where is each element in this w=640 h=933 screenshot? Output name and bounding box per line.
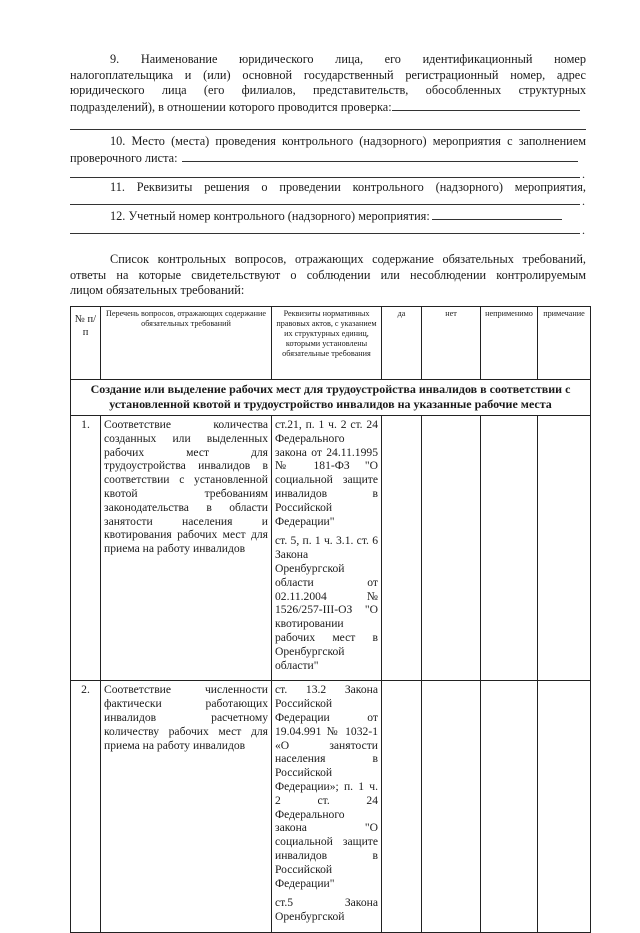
inspection-place-field[interactable] — [182, 150, 578, 162]
note-cell[interactable] — [538, 681, 591, 933]
table-row — [71, 681, 591, 933]
row-question: Соответствие численности фактически работающих инвалидов расчетному количеству рабочих мест для приема на работу инвалидов — [101, 681, 272, 933]
item-11-paragraph — [70, 180, 586, 196]
item-9-blank-line[interactable] — [70, 129, 586, 130]
item-10-line-text: проверочного листа: — [70, 150, 178, 165]
law-reference: ст. 13.2 Закона Российской Федерации от 19.04.991 № 1032-1 «О занятости населения в Российской Федерации»; п. 1 ч. 2 ст. 24 Федерального закона "О социальной защите инвалидов в Российской Федерации" — [275, 683, 378, 890]
control-number-field[interactable] — [432, 208, 562, 220]
header-note: примечание — [538, 307, 591, 380]
answer-no-cell[interactable] — [422, 681, 481, 933]
row-number: 1. — [71, 416, 101, 681]
header-yes: да — [382, 307, 422, 380]
item-11-line: 11. Реквизиты решения о проведении контрольного (надзорного) мероприятия, — [110, 180, 586, 194]
law-reference: ст. 5, п. 1 ч. 3.1. ст. 6 Закона Оренбургской области от 02.11.2004 № 1526/257-III-ОЗ "О квотировании рабочих мест в Оренбургской области" — [275, 534, 378, 672]
item-12-paragraph — [70, 208, 586, 225]
answer-no-cell[interactable] — [422, 416, 481, 681]
header-no: нет — [422, 307, 481, 380]
law-reference: ст.5 Закона Оренбургской — [275, 896, 378, 924]
item-10-period: . — [582, 167, 585, 181]
section-title: Создание или выделение рабочих мест для трудоустройства инвалидов в соответствии с установленной квотой и трудоустройство инвалидов на указанные рабочие места — [71, 380, 591, 416]
item-9-line — [70, 99, 586, 116]
header-not-applicable: неприменимо — [481, 307, 538, 380]
answer-yes-cell[interactable] — [382, 681, 422, 933]
item-9-line: 9. Наименование юридического лица, его идентификационный номер — [110, 52, 586, 66]
item-10-line: 10. Место (места) проведения контрольного (надзорного) мероприятия с заполнением — [110, 134, 586, 148]
item-12-period: . — [582, 223, 585, 237]
answer-not-applicable-cell[interactable] — [481, 681, 538, 933]
section-row — [71, 380, 591, 416]
header-law: Реквизиты нормативных правовых актов, с указанием их структурных единиц, которыми установлены обязательные требования — [272, 307, 382, 380]
intro-line: ответы на которые свидетельствуют о соблюдении или несоблюдении контролируемым — [70, 267, 586, 282]
item-12-line — [70, 208, 586, 225]
note-cell[interactable] — [538, 416, 591, 681]
intro-line: Список контрольных вопросов, отражающих содержание обязательных требований, — [110, 252, 586, 266]
item-12-blank-line[interactable] — [70, 233, 580, 234]
checklist-intro — [70, 252, 586, 299]
item-9-line: юридического лица (его филиалов, представительств, обособленных структурных — [70, 83, 586, 98]
answer-not-applicable-cell[interactable] — [481, 416, 538, 681]
item-9-line-text: подразделений), в отношении которого проводится проверка: — [70, 99, 392, 114]
item-9-paragraph — [70, 52, 586, 115]
checklist-table — [70, 306, 591, 933]
item-9-line: налогоплательщика и (или) основной государственный регистрационный номер, адрес — [70, 67, 586, 82]
row-question: Соответствие количества созданных или выделенных рабочих мест для трудоустройства инвалидов в соответствии с установленной квотой требованиям законодательства в области занятости населения и квотирования рабочих мест для приема на работу инвалидов — [101, 416, 272, 681]
item-12-line-text: 12. Учетный номер контрольного (надзорного) мероприятия: — [110, 209, 430, 223]
answer-yes-cell[interactable] — [382, 416, 422, 681]
table-row — [71, 416, 591, 681]
law-reference: ст.21, п. 1 ч. 2 ст. 24 Федерального закона от 24.11.1995 № 181-ФЗ "О социальной защите инвалидов в Российской Федерации" — [275, 418, 378, 528]
item-10-paragraph — [70, 134, 586, 166]
row-number: 2. — [71, 681, 101, 933]
row-law — [272, 681, 382, 933]
header-question: Перечень вопросов, отражающих содержание обязательных требований — [101, 307, 272, 380]
item-11-period: . — [582, 194, 585, 208]
intro-line: лицом обязательных требований: — [70, 283, 245, 298]
item-10-blank-line[interactable] — [70, 177, 580, 178]
item-10-line — [70, 150, 586, 167]
inspected-entity-field[interactable] — [392, 99, 580, 111]
item-11-blank-line[interactable] — [70, 204, 580, 205]
header-num: № п/п — [71, 307, 101, 380]
row-law — [272, 416, 382, 681]
table-header-row — [71, 307, 591, 380]
